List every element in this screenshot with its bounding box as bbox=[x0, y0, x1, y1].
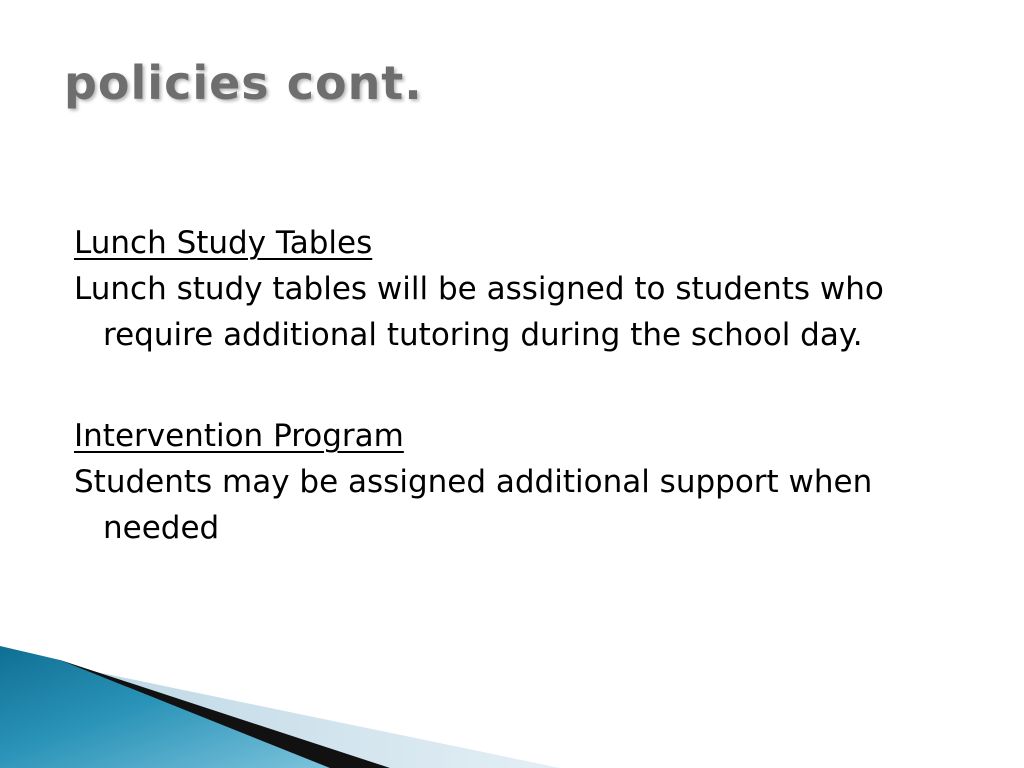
slide-title: policies cont. bbox=[64, 56, 423, 110]
teal-band-shape bbox=[0, 646, 330, 768]
section-text: Students may be assigned additional support when needed bbox=[74, 464, 873, 546]
section-heading: Lunch Study Tables bbox=[74, 225, 373, 261]
slide-body bbox=[74, 220, 974, 551]
section-text: Lunch study tables will be assigned to students who require additional tutoring during the school day. bbox=[74, 271, 884, 353]
section-lunch-study-tables bbox=[74, 220, 974, 358]
section-intervention-program bbox=[74, 413, 974, 551]
section-heading: Intervention Program bbox=[74, 418, 404, 454]
corner-wave-decoration bbox=[0, 638, 1024, 768]
